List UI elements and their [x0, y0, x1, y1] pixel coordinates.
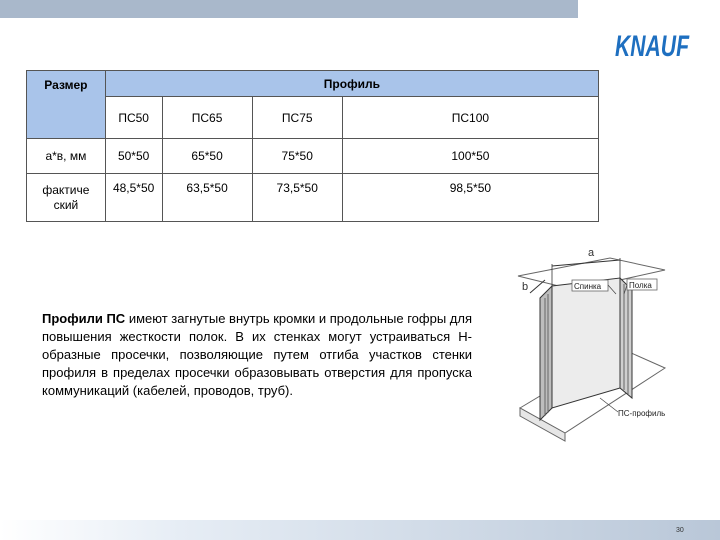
- table-cell: 63,5*50: [162, 174, 252, 222]
- description-lead: Профили ПС: [42, 311, 126, 326]
- profile-size-table: [26, 70, 599, 222]
- table-cell: 48,5*50: [105, 174, 162, 222]
- ps-profile-label: ПС-профиль: [618, 409, 666, 418]
- size-header: Размер: [27, 71, 106, 139]
- dim-b-label: b: [522, 281, 529, 293]
- row-label: фактиче ский: [42, 182, 90, 212]
- table-cell: 73,5*50: [252, 174, 342, 222]
- bottom-bar: [0, 520, 720, 540]
- description-text: имеют загнутые внутрь кромки и продольные гофры для повышения жесткости полок. В их стенках могут устраиваться Н-образные просечки, позволяющие путем отгиба участков стенки профиля в пределах просечки образовывать отверстия для пропуска коммуникаций (кабелей, проводов, труб).: [42, 311, 472, 398]
- table-cell: 75*50: [252, 139, 342, 174]
- table-cell: 100*50: [342, 139, 598, 174]
- table-cell: 65*50: [162, 139, 252, 174]
- ps-profile-diagram: [500, 238, 670, 453]
- table-cell: 98,5*50: [342, 174, 598, 222]
- logo-text: KNAUF: [615, 30, 690, 63]
- knauf-logo: [613, 22, 693, 74]
- shelf-label: Полка: [629, 281, 652, 290]
- profile-description: [42, 310, 472, 400]
- profile-name: ПС50: [105, 97, 162, 139]
- dim-a-label: a: [588, 247, 595, 259]
- top-bar: [0, 0, 578, 18]
- profile-name: ПС100: [342, 97, 598, 139]
- back-label: Спинка: [574, 282, 602, 291]
- profile-name: ПС75: [252, 97, 342, 139]
- row-label: а*в, мм: [27, 139, 106, 174]
- table-cell: 50*50: [105, 139, 162, 174]
- profile-name: ПС65: [162, 97, 252, 139]
- page-number: 30: [676, 527, 684, 534]
- profile-header: Профиль: [105, 71, 598, 97]
